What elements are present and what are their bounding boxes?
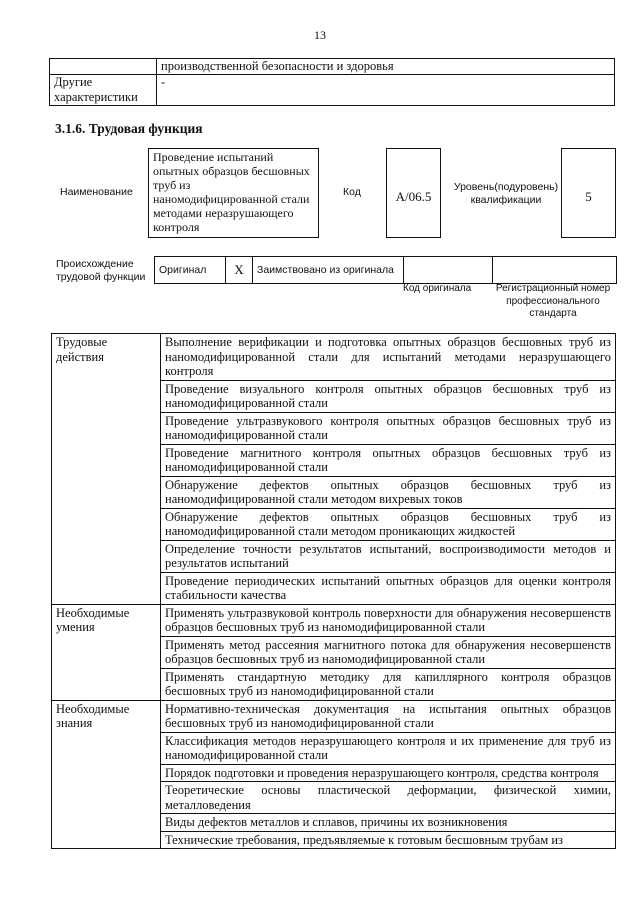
item-cell: Выполнение верификации и подготовка опытных образцов бесшовных труб из наномодифицированной стали для испытаний методами неразрушающего контроля: [161, 334, 616, 381]
item-cell: Проведение магнитного контроля опытных образцов бесшовных труб из наномодифицированной стали: [161, 444, 616, 476]
origin-label-text: Происхождение трудовой функции: [56, 258, 146, 283]
page-number: 13: [314, 28, 326, 42]
empty-cell: [50, 59, 157, 75]
item-cell: Технические требования, предъявляемые к готовым бесшовным трубам из: [161, 831, 616, 849]
other-characteristics-label: Другие характеристики: [50, 75, 157, 106]
section-heading: 3.1.6. Трудовая функция: [55, 121, 203, 136]
item-cell: Обнаружение дефектов опытных образцов бесшовных труб из наномодифицированной стали методом вихревых токов: [161, 476, 616, 508]
table-row: [155, 257, 617, 284]
category-cell: Необходимые умения: [52, 604, 161, 700]
health-safety-continuation: производственной безопасности и здоровья: [157, 59, 615, 75]
table-row: [52, 334, 616, 381]
code-label: Код: [343, 186, 361, 198]
origin-label: [56, 258, 152, 284]
table-row: [50, 75, 615, 106]
item-cell: Нормативно-техническая документация на испытания опытных образцов бесшовных труб из наномодифицированной стали: [161, 700, 616, 732]
item-cell: Порядок подготовки и проведения неразрушающего контроля, средства контроля: [161, 764, 616, 782]
table-row: [50, 59, 615, 75]
original-label: Оригинал: [155, 257, 226, 284]
function-name-box: Проведение испытаний опытных образцов бесшовных труб из наномодифицированной стали методами неразрушающего контроля: [148, 148, 319, 238]
name-label: Наименование: [60, 186, 133, 198]
category-cell: Необходимые знания: [52, 700, 161, 849]
qualification-level-box: 5: [561, 148, 616, 238]
item-cell: Теоретические основы пластической деформации, физической химии, металловедения: [161, 782, 616, 814]
other-characteristics-value: -: [157, 75, 615, 106]
item-cell: Применять стандартную методику для капиллярного контроля образцов бесшовных труб из наномодифицированной стали: [161, 668, 616, 700]
function-code-box: A/06.5: [386, 148, 441, 238]
qualification-level-label: Уровень(подуровень) квалификации: [453, 181, 559, 206]
category-cell: Трудовые действия: [52, 334, 161, 605]
borrowed-label: Заимствовано из оригинала: [253, 257, 404, 284]
item-cell: Проведение визуального контроля опытных образцов бесшовных труб из наномодифицированной стали: [161, 380, 616, 412]
item-cell: Обнаружение дефектов опытных образцов бесшовных труб из наномодифицированной стали методом проникающих жидкостей: [161, 508, 616, 540]
origin-table: [154, 256, 617, 284]
reg-number-label: Регистрационный номер профессионального стандарта: [495, 283, 611, 319]
item-cell: Определение точности результатов испытаний, воспроизводимости методов и результатов испытаний: [161, 540, 616, 572]
item-cell: Проведение ультразвукового контроля опытных образцов бесшовных труб из наномодифицированной стали: [161, 412, 616, 444]
original-mark: X: [226, 257, 253, 284]
table-row: [52, 700, 616, 732]
reg-number-cell: [493, 257, 617, 284]
other-characteristics-table: [49, 58, 615, 106]
table-row: [52, 604, 616, 636]
code-original-label: Код оригинала: [403, 283, 472, 294]
code-original-cell: [404, 257, 493, 284]
item-cell: Проведение периодических испытаний опытных образцов для оценки контроля стабильности качества: [161, 572, 616, 604]
item-cell: Применять ультразвуковой контроль поверхности для обнаружения несовершенств образцов бесшовных труб из наномодифицированной стали: [161, 604, 616, 636]
item-cell: Виды дефектов металлов и сплавов, причины их возникновения: [161, 814, 616, 832]
item-cell: Классификация методов неразрушающего контроля и их применение для труб из наномодифицированной стали: [161, 732, 616, 764]
labor-function-table: [51, 333, 616, 849]
item-cell: Применять метод рассеяния магнитного потока для обнаружения несовершенств образцов бесшовных труб из наномодифицированной стали: [161, 636, 616, 668]
labor-function-table-body: [52, 334, 616, 849]
